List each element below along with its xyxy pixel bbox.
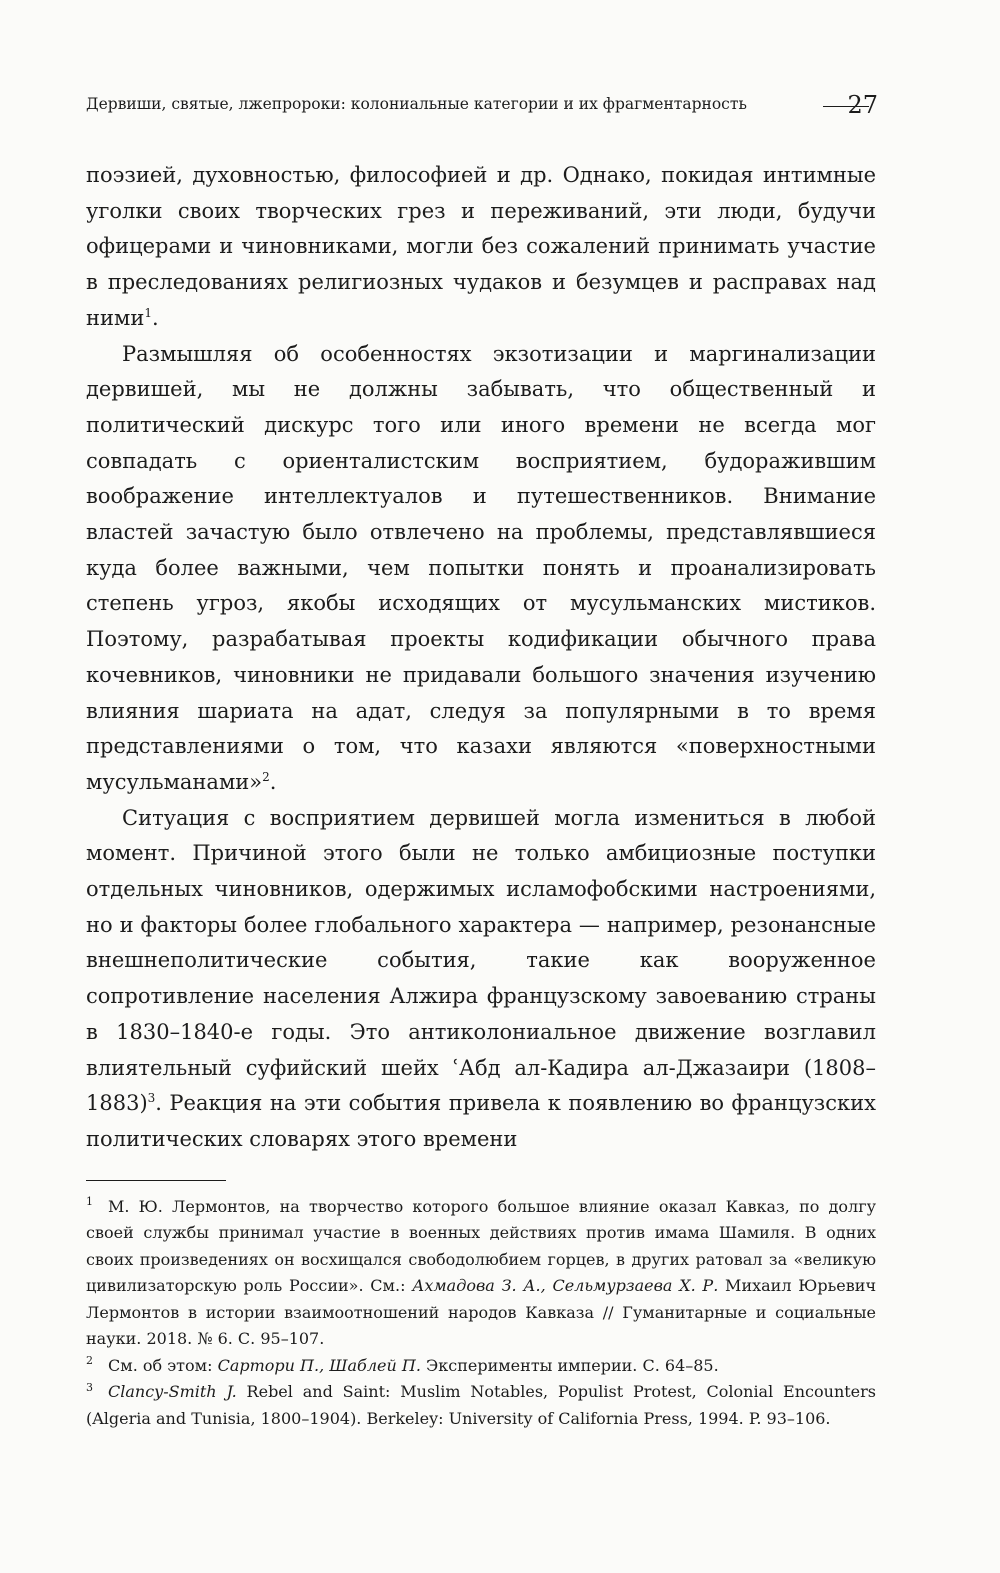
- footnote-1-text-b: Михаил Юрьевич Лермонтов в истории взаимоотношений народов Кавказа // Гуманитарные и социальные науки. 2018. № 6. С. 95–107.: [86, 1276, 877, 1349]
- paragraph-2: [86, 337, 876, 801]
- paragraph-1: [86, 158, 876, 337]
- footnote-2-text-a: См. об этом:: [108, 1355, 218, 1375]
- paragraph-3-text-b: . Реакция на эти события привела к появлению во французских политических словарях этого времени: [86, 1091, 876, 1151]
- paragraph-1-text: поэзией, духовностью, философией и др. Однако, покидая интимные уголки своих творческих грез и переживаний, эти люди, будучи офицерами и чиновниками, могли без сожалений принимать участие в преследованиях религиозных чудаков и безумцев и расправах над ними: [86, 163, 876, 330]
- paragraph-1-end: .: [151, 305, 159, 330]
- paragraph-2-text: Размышляя об особенностях экзотизации и маргинализации дервишей, мы не должны забывать, что общественный и политический дискурс того или иного времени не всегда мог совпадать с ориенталистским восприятием, будоражившим воображение интеллектуалов и путешественников. Внимание властей зачастую было отвлечено на проблемы, представлявшиеся куда более важными, чем попытки понять и проанализировать степень угроз, якобы исходящих от мусульманских мистиков. Поэтому, разрабатывая проекты кодификации обычного права кочевников, чиновники не придавали большого значения изучению влияния шариата на адат, следуя за популярными в то время представлениями о том, что казахи являются «поверхностными мусульманами»: [86, 341, 876, 794]
- footnote-2-authors: Сартори П., Шаблей П.: [217, 1355, 421, 1375]
- footnote-ref-3[interactable]: 3: [147, 1091, 156, 1106]
- page-number: 27: [847, 91, 878, 119]
- footnote-3-authors: Clancy-Smith J.: [108, 1382, 237, 1402]
- main-text: [86, 158, 876, 1158]
- paragraph-3-text-a: Ситуация с восприятием дервишей могла измениться в любой момент. Причиной этого были не только амбициозные поступки отдельных чиновников, одержимых исламофобскими настроениями, но и факторы более глобального характера — например, резонансные внешнеполитические события, такие как вооруженное сопротивление населения Алжира французскому завоеванию страны в 1830–1840-е годы. Это антиколониальное движение возглавил влиятельный суфийский шейх ʿАбд ал-Кадира ал-Джазаири (1808–1883): [86, 805, 876, 1116]
- footnote-2: $^2$ См. об этом: Сартори П., Шаблей П. Эксперименты империи. С. 64–85.: [86, 1354, 719, 1375]
- paragraph-2-end: .: [269, 769, 277, 794]
- footnote-ref-1[interactable]: 1: [144, 305, 152, 320]
- footnote-ref-2[interactable]: 2: [262, 769, 270, 784]
- running-title: Дервиши, святые, лжепророки: колониальные категории и их фрагментарность: [86, 95, 747, 113]
- footnotes: [86, 1194, 876, 1433]
- footnote-2-text-b: Эксперименты империи. С. 64–85.: [420, 1355, 719, 1375]
- paragraph-3: [86, 801, 876, 1158]
- footnote-1: $^1$ М. Ю. Лермонтов, на творчество которого большое влияние оказал Кавказ, по долгу своей службы принимал участие в военных действиях против имама Шамиля. В одних своих произведениях он восхищался свободолюбием горцев, в других ратовал за «великую цивилизаторскую роль России». См.: Ахмадова З. А., Сельмурзаева Х. Р. Михаил Юрьевич Лермонтов в истории взаимоотношений народов Кавказа // Гуманитарные и социальные науки. 2018. № 6. С. 95–107.: [86, 1195, 877, 1349]
- page-content: [86, 84, 876, 1432]
- footnote-1-text-a: М. Ю. Лермонтов, на творчество которого большое влияние оказал Кавказ, по долгу своей службы принимал участие в военных действиях против имама Шамиля. В одних своих произведениях он восхищался свободолюбием горцев, в других ратовал за «великую цивилизаторскую роль России». См.:: [86, 1196, 876, 1296]
- footnote-divider: [86, 1180, 226, 1181]
- footnote-3: $^3$ Clancy-Smith J. Rebel and Saint: Muslim Notables, Populist Protest, Colonial Encounters (Algeria and Tunisia, 1800–1904). Berkeley: University of California Press, 1994. P. 93–106.: [86, 1380, 877, 1428]
- running-head: [86, 84, 876, 124]
- footnote-1-authors: Ахмадова З. А., Сельмурзаева Х. Р.: [412, 1276, 719, 1296]
- footnote-3-text-b: Rebel and Saint: Muslim Notables, Populist Protest, Colonial Encounters (Algeria and Tunisia, 1800–1904). Berkeley: University of California Press, 1994. P. 93–106.: [86, 1382, 877, 1428]
